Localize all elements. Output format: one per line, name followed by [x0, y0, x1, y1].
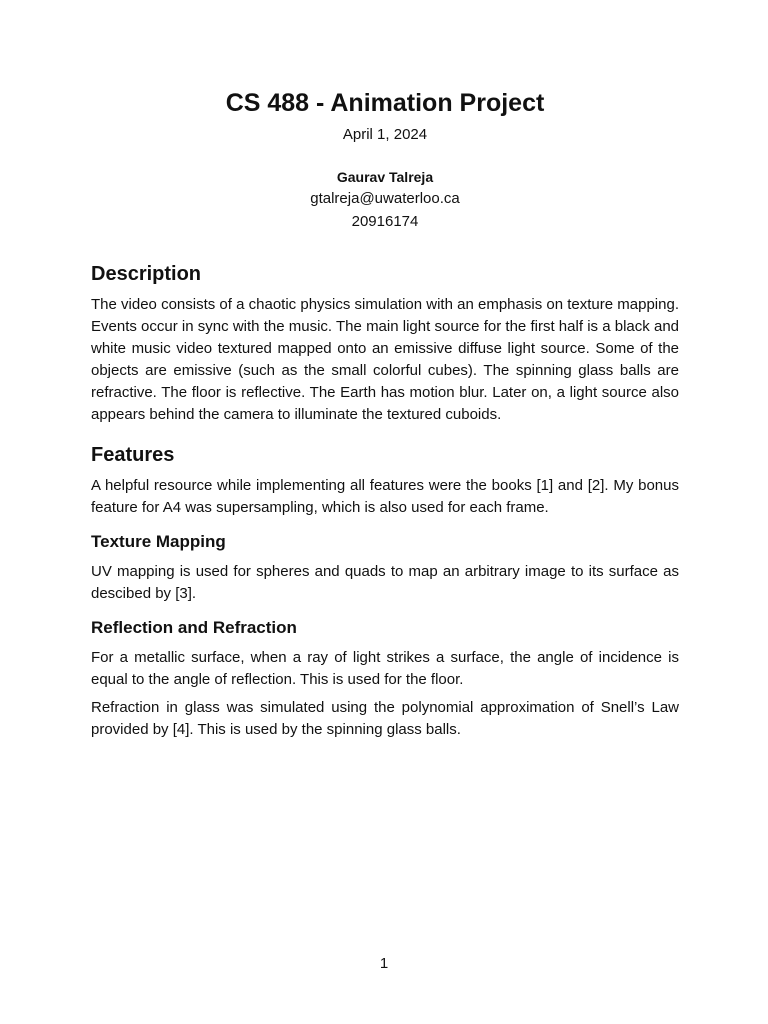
description-paragraph: The video consists of a chaotic physics simulation with an emphasis on texture mapping. Events occur in sync with the music. The main light source for the first half is a black and white music video textured mapped onto an emissive diffuse light source. Some of the objects are emissive (such as the small colorful cubes). The spinning glass balls are refractive. The floor is reflective. The Earth has motion blur. Later on, a light source also appears behind the camera to illuminate the textured cuboids. [91, 296, 679, 423]
reflection-paragraph: For a metallic surface, when a ray of light strikes a surface, the angle of incidence is equal to the angle of reflection. This is used for the floor. [91, 649, 679, 688]
subsection-heading-reflection-refraction: Reflection and Refraction [91, 618, 297, 637]
document-date: April 1, 2024 [342, 126, 428, 143]
author-id: 20916174 [351, 213, 419, 230]
subsection-heading-texture-mapping: Texture Mapping [91, 532, 226, 551]
author-email: gtalreja@uwaterloo.ca [310, 190, 460, 207]
document-title: CS 488 - Animation Project [225, 89, 545, 117]
refraction-paragraph: Refraction in glass was simulated using the polynomial approximation of Snell’s Law provided by [4]. This is used by the spinning glass balls. [91, 699, 679, 738]
section-heading-description: Description [91, 263, 202, 285]
author-name: Gaurav Talreja [336, 169, 434, 185]
page-number: 1 [379, 955, 389, 972]
section-heading-features: Features [91, 444, 175, 466]
texture-mapping-paragraph: UV mapping is used for spheres and quads to map an arbitrary image to its surface as descibed by [3]. [91, 563, 679, 602]
features-paragraph: A helpful resource while implementing all features were the books [1] and [2]. My bonus feature for A4 was supersampling, which is also used for each frame. [91, 477, 679, 516]
